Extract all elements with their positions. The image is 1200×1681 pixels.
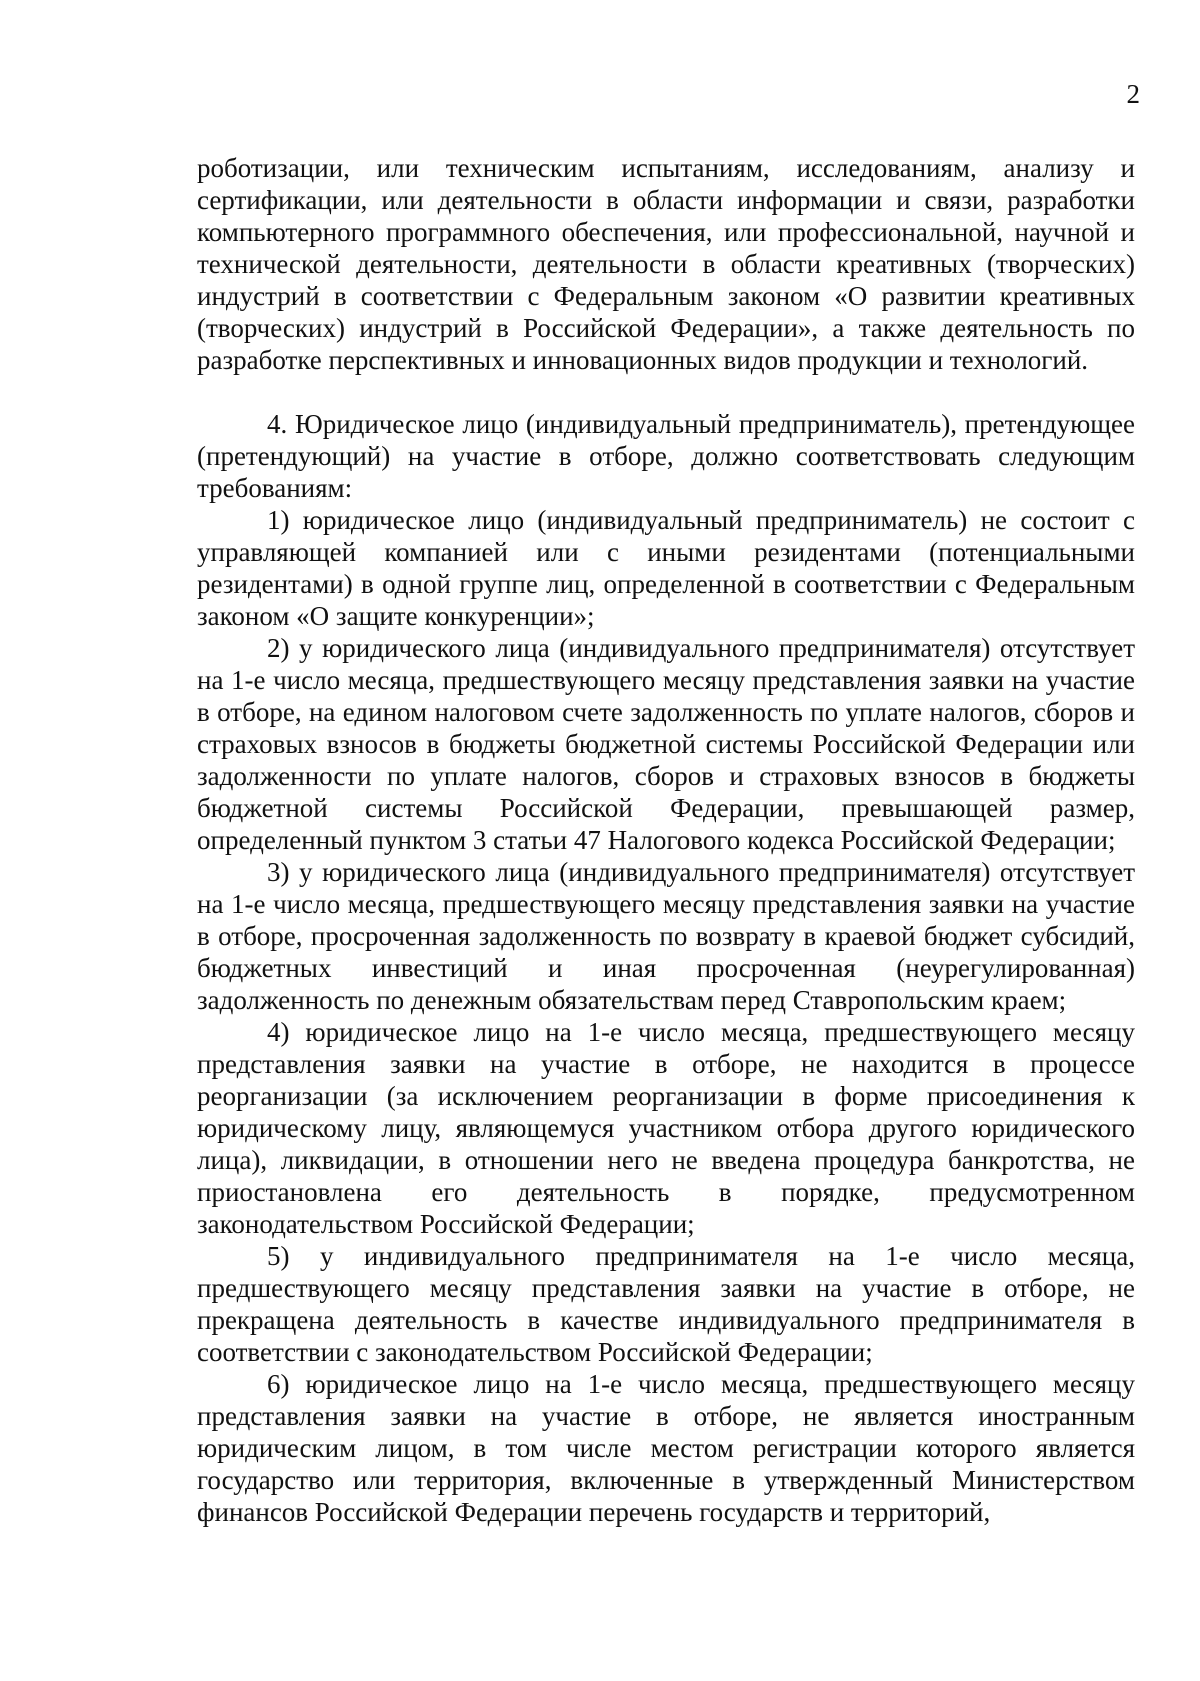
paragraph-item-4: 4. Юридическое лицо (индивидуальный предприниматель), претендующее (претендующий) на участие в отборе, должно соответствовать следующим требованиям: [197,409,1135,503]
paragraph-continuation: роботизации, или техническим испытаниям, исследованиям, анализу и сертификации, или деятельности в области информации и связи, разработки компьютерного программного обеспечения, или профессиональной, научной и технической деятельности, деятельности в области креативных (творческих) индустрий в соответствии с Федеральным законом «О развитии креативных (творческих) индустрий в Российской Федерации», а также деятельность по разработке перспективных и инновационных видов продукции и технологий. [197,153,1135,375]
paragraph-subitem-4: 4) юридическое лицо на 1-е число месяца, предшествующего месяцу представления заявки на участие в отборе, не находится в процессе реорганизации (за исключением реорганизации в форме присоединения к юридическому лицу, являющемуся участником отбора другого юридического лица), ликвидации, в отношении него не введена процедура банкротства, не приостановлена его деятельность в порядке, предусмотренном законодательством Российской Федерации; [197,1017,1135,1239]
paragraph-subitem-3: 3) у юридического лица (индивидуального предпринимателя) отсутствует на 1-е число месяца, предшествующего месяцу представления заявки на участие в отборе, просроченная задолженность по возврату в краевой бюджет субсидий, бюджетных инвестиций и иная просроченная (неурегулированная) задолженность по денежным обязательствам перед Ставропольским краем; [197,857,1135,1015]
paragraph-subitem-1: 1) юридическое лицо (индивидуальный предприниматель) не состоит с управляющей компанией или с иными резидентами (потенциальными резидентами) в одной группе лиц, определенной в соответствии с Федеральным законом «О защите конкуренции»; [197,505,1135,631]
paragraph-subitem-6: 6) юридическое лицо на 1-е число месяца, предшествующего месяцу представления заявки на участие в отборе, не является иностранным юридическим лицом, в том числе местом регистрации которого является государство или территория, включенные в утвержденный Министерством финансов Российской Федерации перечень государств и территорий, [197,1369,1135,1527]
document-body [197,152,1135,1528]
paragraph-subitem-2: 2) у юридического лица (индивидуального предпринимателя) отсутствует на 1-е число месяца, предшествующего месяцу представления заявки на участие в отборе, на едином налоговом счете задолженность по уплате налогов, сборов и страховых взносов в бюджеты бюджетной системы Российской Федерации или задолженности по уплате налогов, сборов и страховых взносов в бюджеты бюджетной системы Российской Федерации, превышающей размер, определенный пунктом 3 статьи 47 Налогового кодекса Российской Федерации; [197,633,1135,855]
paragraph-subitem-5: 5) у индивидуального предпринимателя на 1-е число месяца, предшествующего месяцу представления заявки на участие в отборе, не прекращена деятельность в качестве индивидуального предпринимателя в соответствии с законодательством Российской Федерации; [197,1241,1135,1367]
page-number: 2 [1126,79,1140,109]
